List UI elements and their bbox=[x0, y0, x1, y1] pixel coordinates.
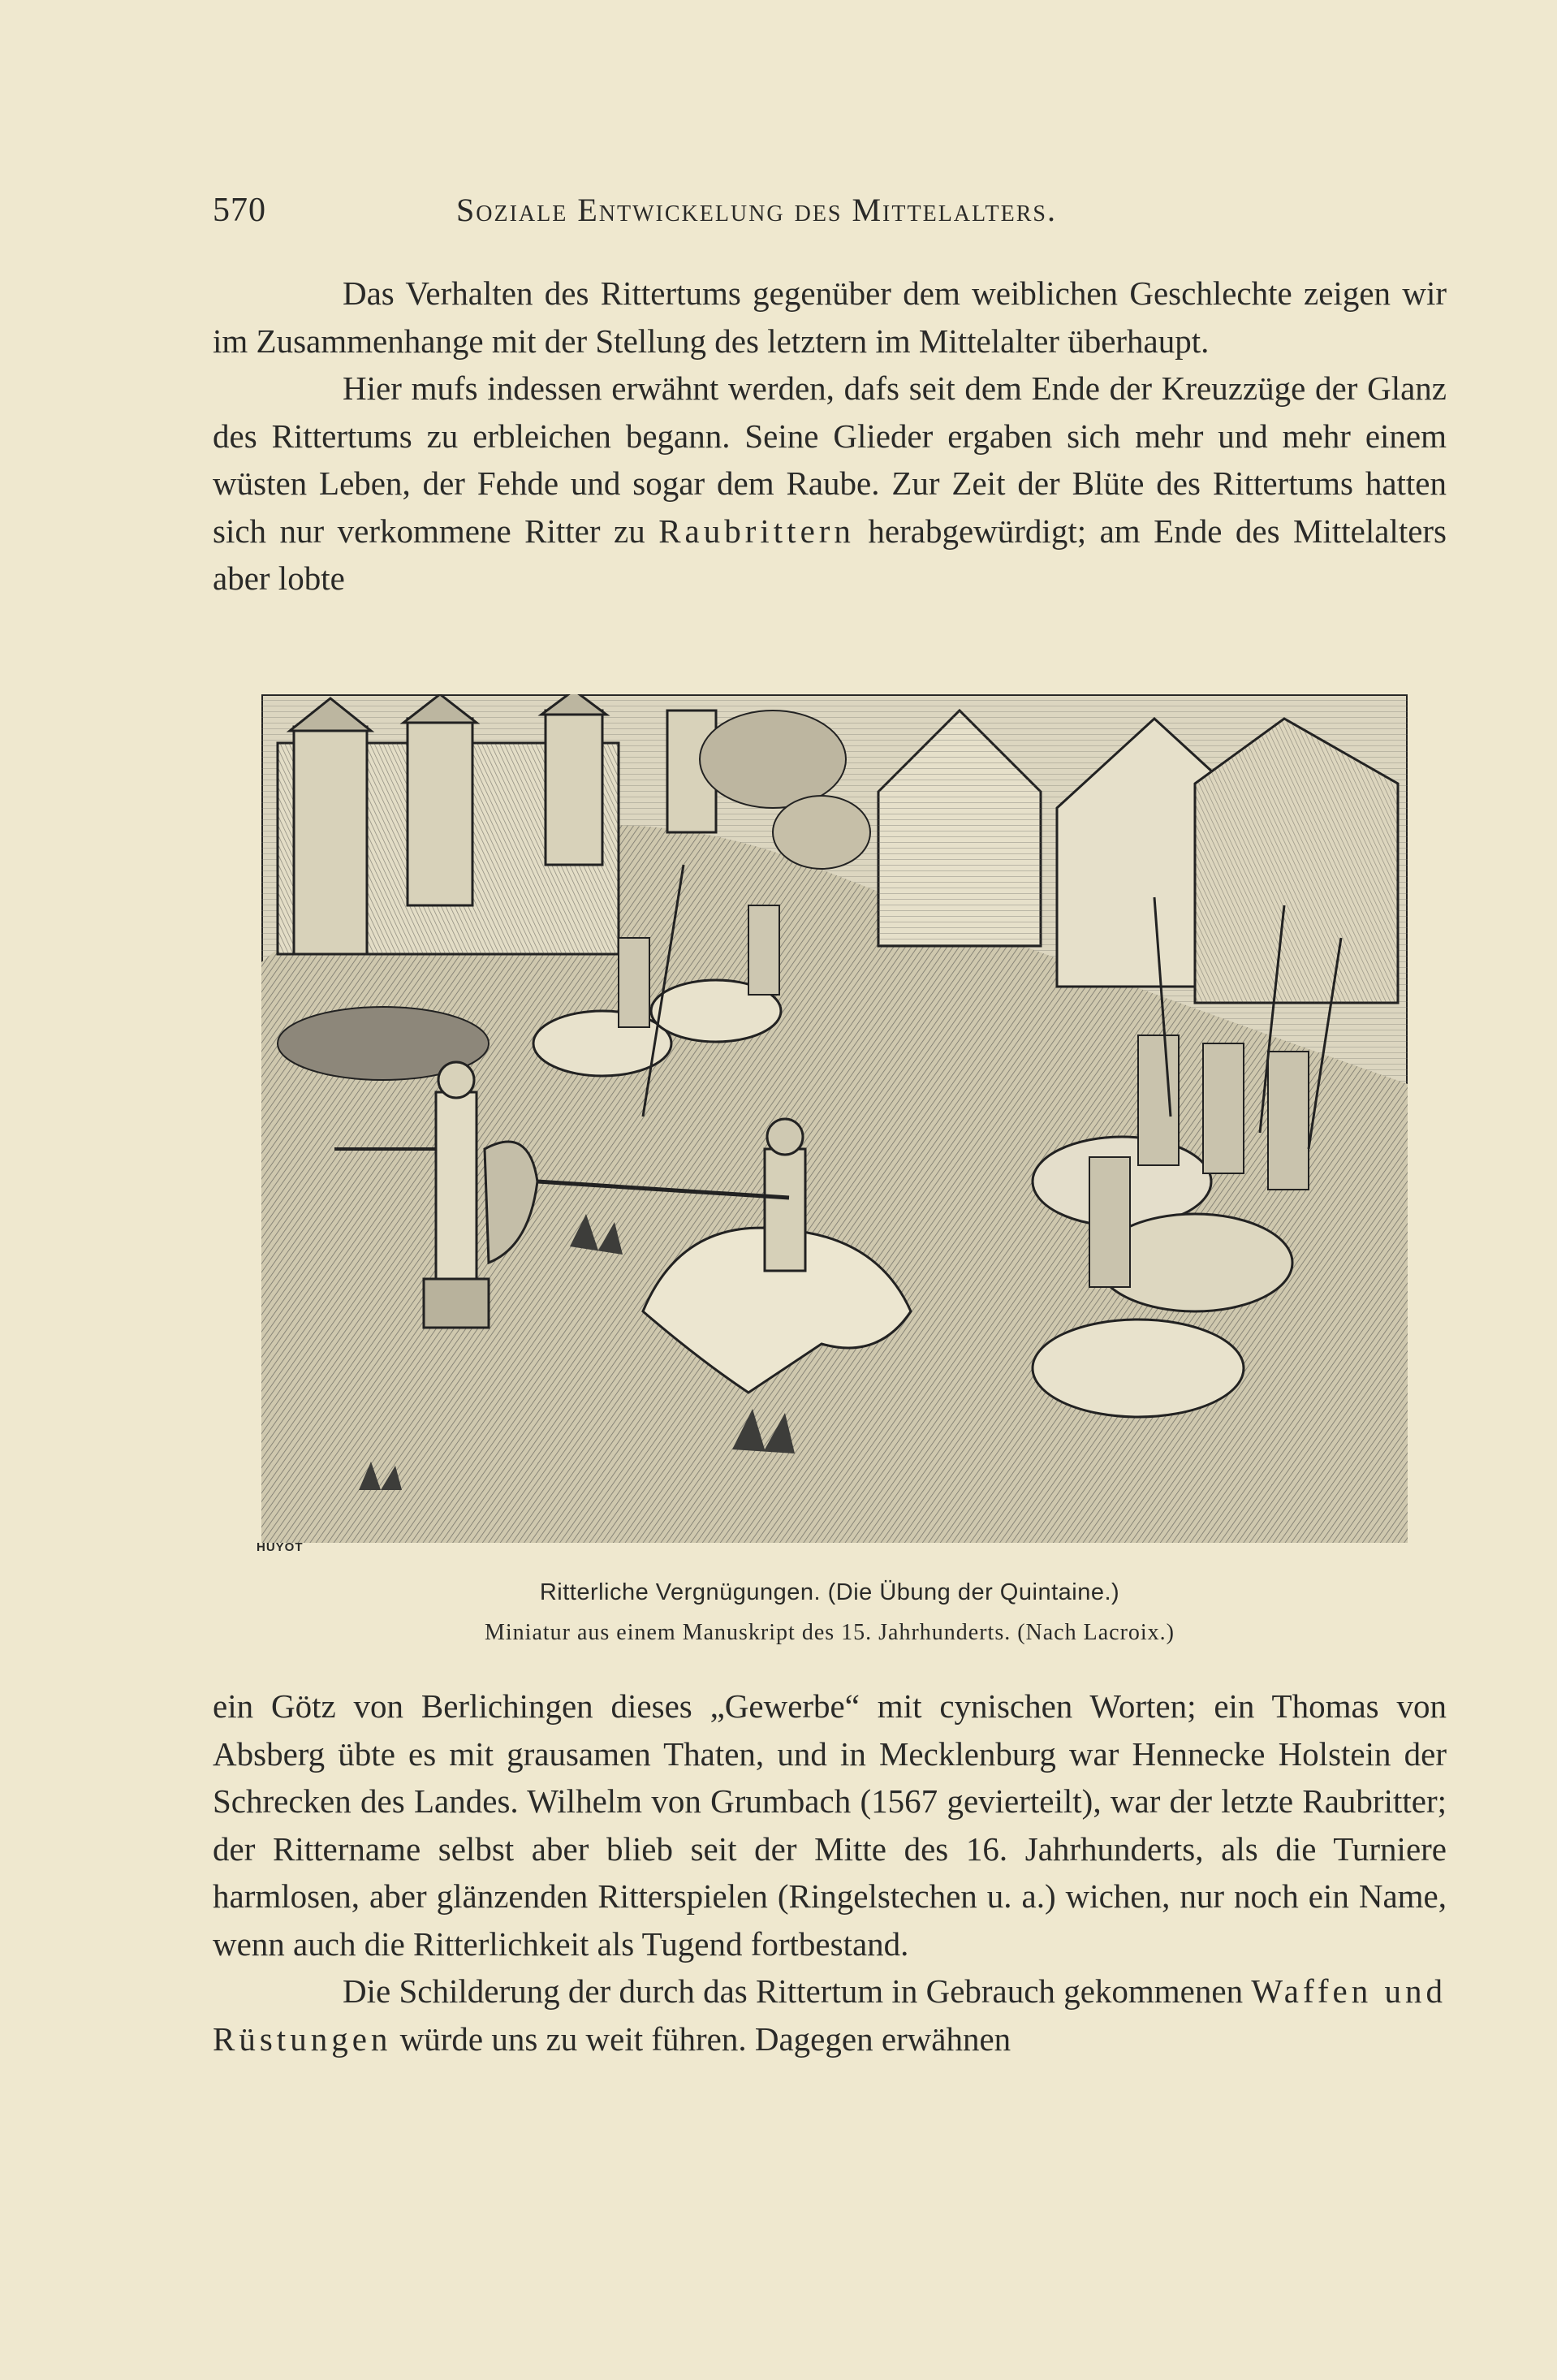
engraver-signature: HUYOT bbox=[257, 1540, 304, 1554]
page-header bbox=[213, 191, 1461, 240]
spaced-emphasis: Waffen und Rüstungen bbox=[213, 1972, 1447, 2058]
text-block-bottom bbox=[213, 1682, 1447, 2063]
knight-quintain-engraving bbox=[261, 694, 1408, 1543]
paragraph bbox=[213, 365, 1447, 603]
paragraph: Das Verhalten des Rittertums gegenüber dem weiblichen Geschlechte zeigen wir im Zusammenhange mit der Stellung des letztern im Mittelalter überhaupt. bbox=[213, 274, 1447, 360]
spaced-emphasis: Raubrittern bbox=[658, 512, 855, 550]
running-title: Soziale Entwickelung des Mittelalters. bbox=[456, 192, 1058, 228]
text-run: Hier mufs indessen erwähnt werden, dafs seit dem Ende der Kreuzzüge der Glanz des Rittertums zu erbleichen begann. Seine Glieder ergaben sich mehr und mehr einem wüsten Leben, der Fehde und sogar dem Raube. Zur Zeit der Blüte des Rittertums hatten sich nur verkommene Ritter zu bbox=[213, 369, 1447, 550]
text-block-top bbox=[213, 270, 1447, 603]
text-run: herabgewürdigt; am Ende des Mittelalters aber lobte bbox=[213, 512, 1447, 597]
paragraph: ein Götz von Berlichingen dieses „Gewerbe“ mit cynischen Worten; ein Thomas von Absberg übte es mit grausamen Thaten, und in Mecklenburg war Hennecke Holstein der Schrecken des Landes. Wilhelm von Grumbach (1567 gevierteilt), war der letzte Raubritter; der Rittername selbst aber blieb seit der Mitte des 16. Jahrhunderts, als die Turniere harmlosen, aber glänzenden Ritterspielen (Ringelstechen u. a.) wichen, nur noch ein Name, wenn auch die Ritterlichkeit als Tugend fortbestand. bbox=[213, 1687, 1447, 1963]
text-run: Die Schilderung der durch das Rittertum in Gebrauch gekommenen bbox=[343, 1972, 1244, 2010]
figure-subcaption: Miniatur aus einem Manuskript des 15. Jahrhunderts. (Nach Lacroix.) bbox=[484, 1620, 1175, 1645]
page-number: 570 bbox=[213, 192, 266, 229]
text-run: würde uns zu weit führen. Dagegen erwähnen bbox=[399, 2019, 1011, 2058]
paragraph bbox=[213, 1967, 1447, 2063]
figure-caption: Ritterliche Vergnügungen. (Die Übung der Quintaine.) bbox=[539, 1579, 1120, 1605]
engraving-illustration bbox=[261, 694, 1408, 1543]
